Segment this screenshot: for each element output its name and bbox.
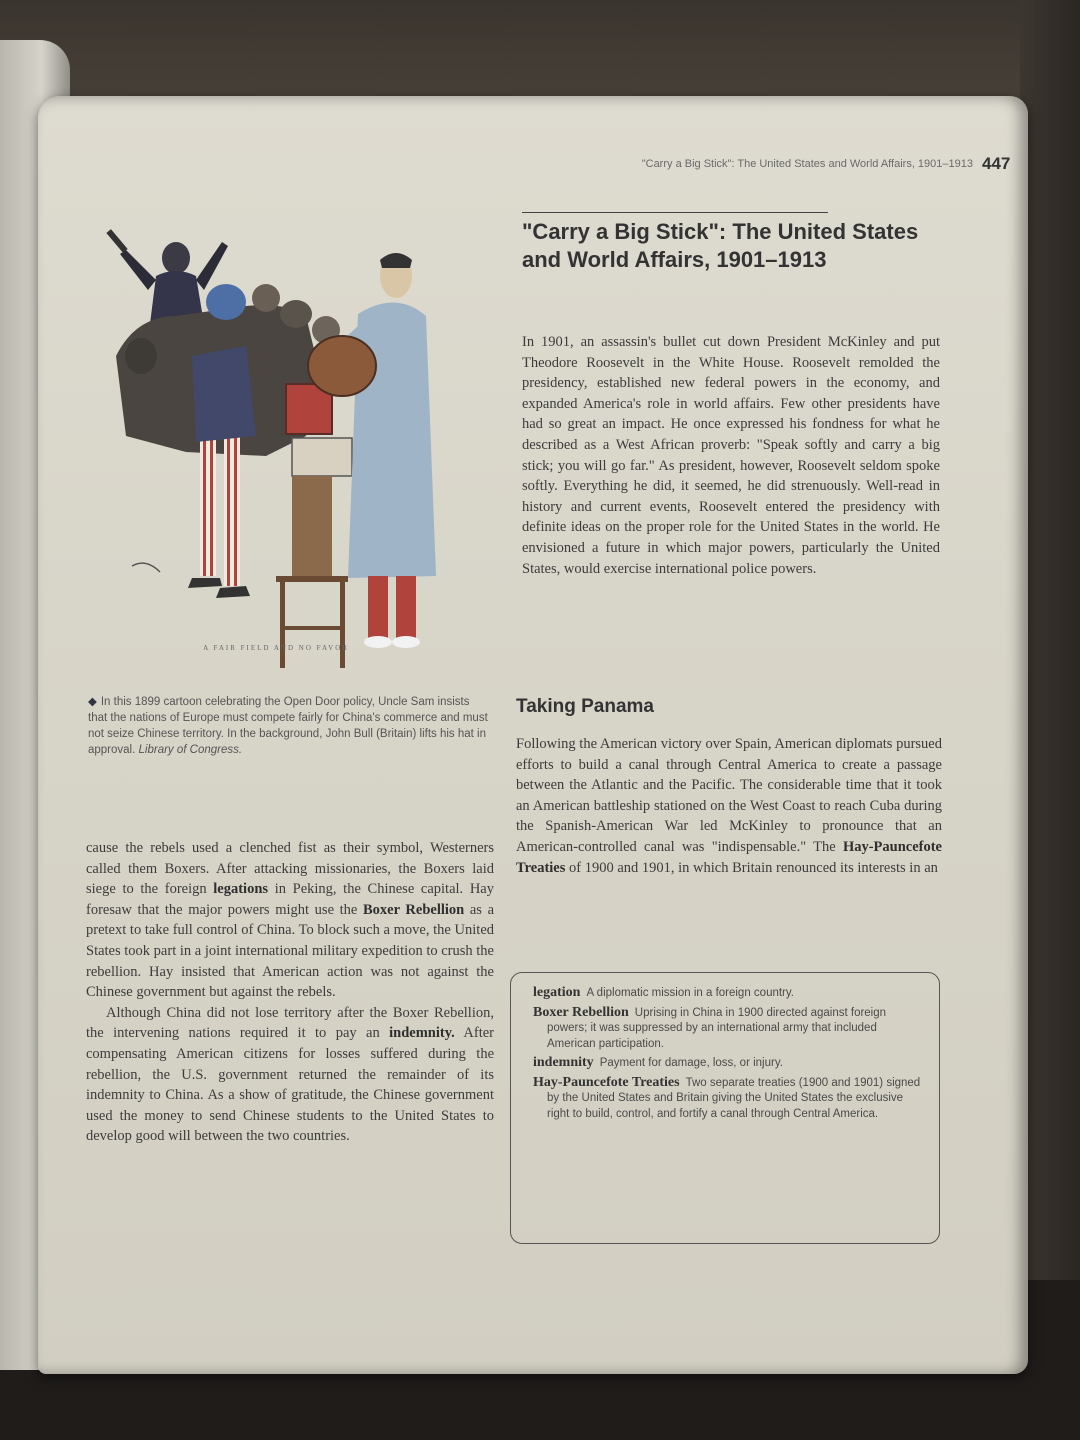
caption-credit: Library of Congress. [138,744,243,756]
glossary-entry [533,1055,925,1072]
boxer-text-1a: cause the rebels used a clenched fist as their symbol, Westerners called them Boxers. After attacking missionaries, the Boxers laid siege to the foreign [86,840,494,898]
panama-text-1: Following the American victory over Spain, American diplomats pursued efforts to build a canal through Central America to create a passage between the Atlantic and the Pacific. The considerable time that it took an American battleship stationed on the West Coast to reach Cuba during the Spanish-American War led McKinley to pronounce that an American-controlled canal was "indispensable." The [516,736,942,855]
page-number: 447 [982,154,1011,173]
glossary-definition: Two separate treaties (1900 and 1901) signed by the United States and Britain giving the United States the exclusive right to build, control, and fortify a canal through Central America. [547,1076,921,1120]
intro-paragraph: In 1901, an assassin's bullet cut down President McKinley and put Theodore Roosevelt in the White House. Roosevelt remolded the presidency, established new federal powers in the economy, and expanded America's role in world affairs. Few other presidents have had so great an impact. He once expressed his fondness for what he described as a West African proverb: "Speak softly and carry a big stick; you will go far." As president, however, Roosevelt seldom spoke softly. Everything he did, it seemed, he did strenuously. Well-read in history and current events, Roosevelt entered the presidency with definite ideas on the proper role for the United States in the world. He envisioned a future in which major powers, particularly the United States, would exercise international police powers. [522,334,940,577]
glossary-entry [533,1075,925,1123]
key-term-hay-pauncefote: Hay-Pauncefote Treaties [516,838,942,876]
boxer-text-1c: as a pretext to take full control of China. To block such a move, the United States took part in a joint international military expedition to crush the rebellion. Hay insisted that American action was not against the Chinese government but against the rebels. [86,901,495,1001]
panama-text-2: of 1900 and 1901, in which Britain renounced its interests in an [565,859,938,876]
open-door-cartoon-illustration [96,206,436,668]
boxer-rebellion-text [86,838,494,1147]
key-term-boxer-rebellion: Boxer Rebellion [363,901,465,918]
glossary-definition: Payment for damage, loss, or injury. [599,1057,783,1069]
glossary-box [510,972,940,1244]
desk-edge [1020,0,1080,1440]
glossary-term: Hay-Pauncefote Treaties [533,1074,680,1090]
diamond-bullet-icon: ◆ [88,696,97,708]
boxer-text-2a: Although China did not lose territory after the Boxer Rebellion, the intervening nations required it to pay an [86,1004,494,1042]
taking-panama-heading: Taking Panama [516,696,654,717]
glossary-entry [533,985,925,1002]
cartoon-caption [88,694,488,758]
boxer-text-2b: After compensating American citizens for losses suffered during the rebellion, the U.S. government returned the remainder of its indemnity to China. As a show of gratitude, the Chinese government used the money to send Chinese students to the United States to develop good will between the two countries. [86,1025,494,1145]
glossary-term: Boxer Rebellion [533,1004,629,1020]
title-rule [522,212,828,213]
taking-panama-paragraph [516,734,942,878]
glossary-term: legation [533,985,581,1000]
boxer-paragraph-1 [86,838,494,1003]
glossary-definition: A diplomatic mission in a foreign country. [586,987,794,999]
boxer-paragraph-2 [86,1003,494,1147]
cartoon-title-line: A FAIR FIELD AND NO FAVOR [203,644,349,652]
textbook-page [38,96,1028,1374]
glossary-term: indemnity [533,1055,594,1070]
boxer-text-1b: in Peking, the Chinese capital. Hay foresaw that the major powers might use the [86,881,494,918]
running-head: "Carry a Big Stick": The United States and World Affairs, 1901–1913 [641,158,973,170]
caption-text: In this 1899 cartoon celebrating the Open Door policy, Uncle Sam insists that the nations of Europe must compete fairly for China's commerce and must not seize Chinese territory. In the background, John Bull (Britain) lifts his hat in approval. [88,696,488,756]
section-title: "Carry a Big Stick": The United States and World Affairs, 1901–1913 [522,219,919,272]
glossary-entry [533,1005,925,1053]
key-term-indemnity: indemnity. [389,1025,455,1042]
key-term-legations: legations [213,881,269,898]
glossary-definition: Uprising in China in 1900 directed against foreign powers; it was suppressed by an international army that included American participation. [547,1006,887,1050]
